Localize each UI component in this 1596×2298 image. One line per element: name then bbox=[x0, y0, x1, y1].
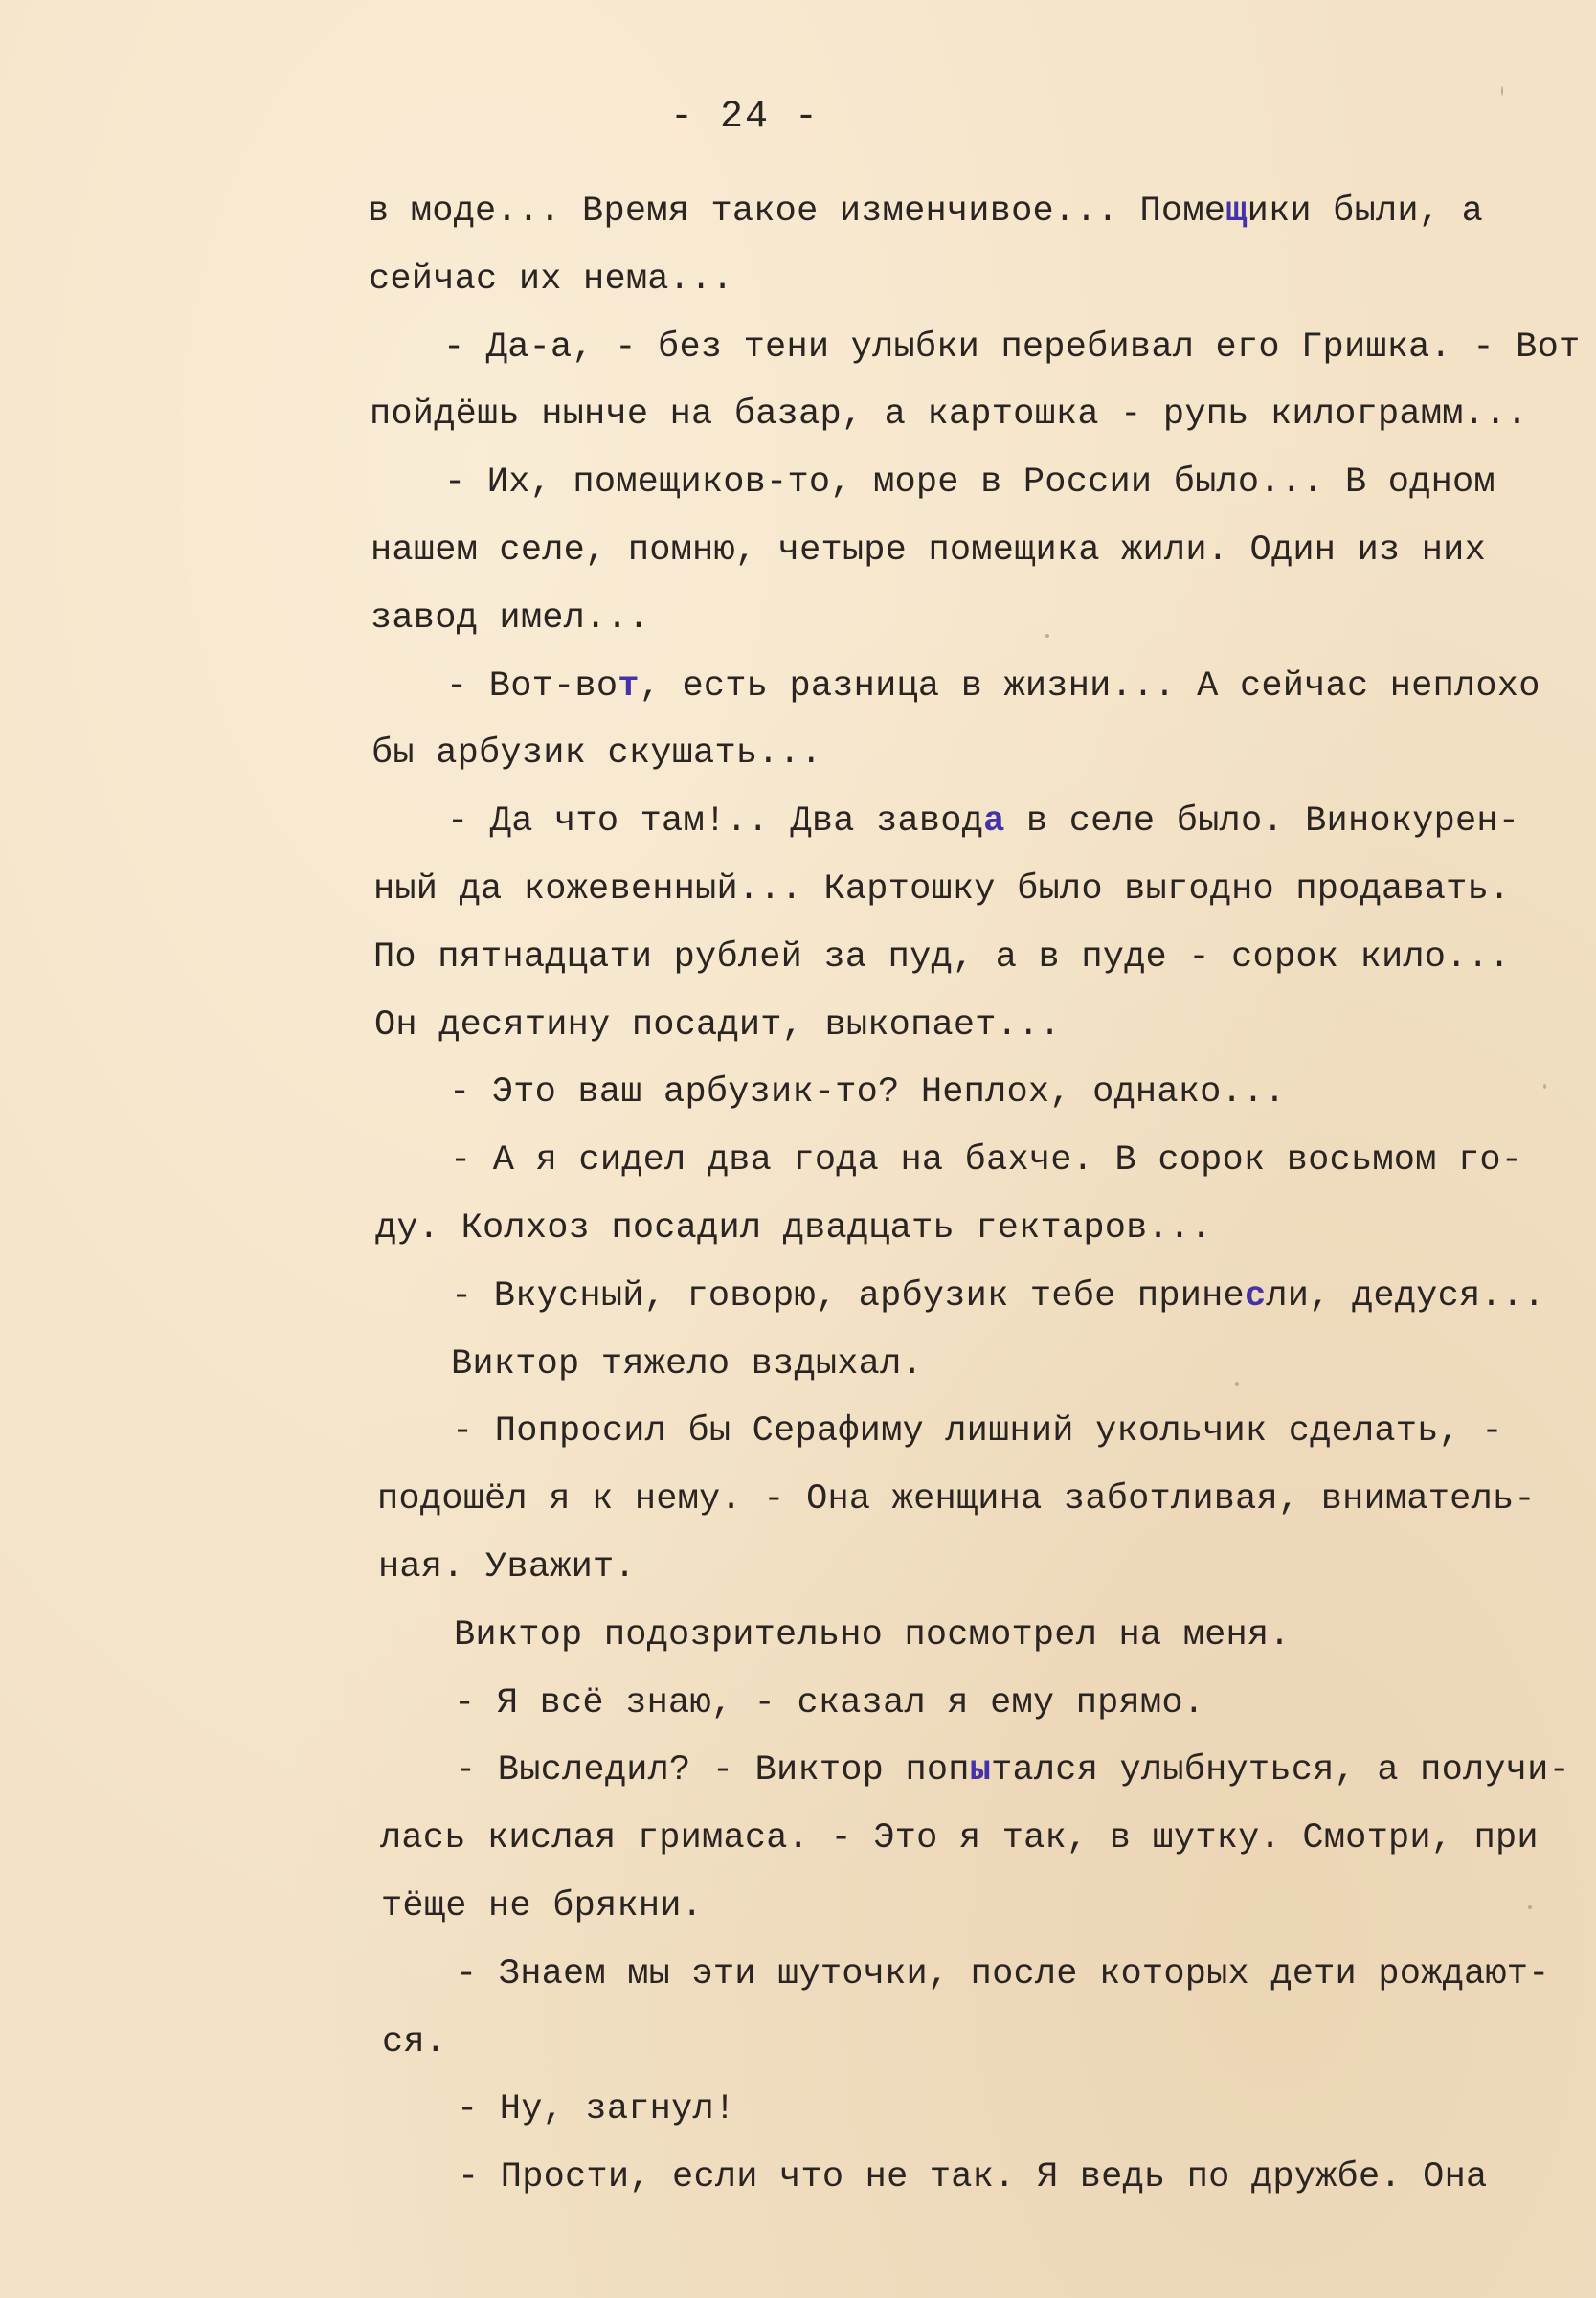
text-line bbox=[368, 1670, 1574, 1738]
text-segment: По пятнадцати рублей за пуд, а в пуде - сорок кило... bbox=[373, 936, 1511, 978]
text-segment: лась кислая гримаса. - Это я так, в шутку. Смотри, при bbox=[380, 1818, 1539, 1859]
text-segment: - Вот-во bbox=[446, 665, 618, 707]
text-segment: ду. Колхоз посадил двадцать гектаров... bbox=[375, 1207, 1212, 1249]
text-segment: ли, дедуся... bbox=[1266, 1275, 1545, 1317]
page-number: - 24 - bbox=[670, 96, 820, 139]
paper-speck bbox=[1235, 1382, 1239, 1386]
text-line bbox=[368, 1534, 1574, 1602]
text-segment: Виктор подозрительно посмотрел на меня. bbox=[454, 1614, 1291, 1656]
text-segment: - Попросил бы Серафиму лишний укольчик сделать, - bbox=[452, 1411, 1503, 1453]
text-line bbox=[368, 449, 1574, 517]
text-segment: ный да кожевенный... Картошку было выгодно продавать. bbox=[373, 868, 1511, 910]
text-line bbox=[368, 2076, 1574, 2144]
text-segment: - Знаем мы эти шуточки, после которых дети рождают- bbox=[456, 1953, 1550, 1994]
text-line bbox=[368, 2144, 1574, 2212]
text-segment: в моде... Время такое изменчивое... Поме bbox=[368, 192, 1226, 232]
text-segment: сейчас их нема... bbox=[369, 259, 733, 300]
text-segment: пойдёшь нынче на базар, а картошка - рупь килограмм... bbox=[370, 394, 1528, 436]
paper-speck bbox=[1045, 634, 1049, 638]
handwritten-correction: с bbox=[1244, 1275, 1267, 1317]
text-line bbox=[368, 2009, 1574, 2077]
text-segment: - Да-а, - без тени улыбки перебивал его Гришка. - Вот bbox=[443, 327, 1581, 368]
text-line bbox=[368, 1602, 1574, 1670]
text-line bbox=[368, 585, 1574, 653]
text-segment: - Выследил? - Виктор поп bbox=[455, 1750, 970, 1791]
text-segment: ся. bbox=[382, 2021, 447, 2062]
text-line bbox=[368, 1059, 1574, 1127]
handwritten-correction: ы bbox=[969, 1750, 992, 1791]
text-line bbox=[368, 924, 1574, 992]
text-segment: Он десятину посадит, выкопает... bbox=[374, 1004, 1061, 1046]
text-line bbox=[368, 788, 1574, 856]
text-segment: тался улыбнуться, а получи- bbox=[991, 1750, 1570, 1791]
handwritten-correction: а bbox=[983, 801, 1005, 843]
text-line bbox=[368, 1941, 1574, 2009]
text-segment: нашем селе, помню, четыре помещика жили. Один из них bbox=[371, 529, 1486, 571]
text-line bbox=[368, 381, 1574, 449]
handwritten-correction: щ bbox=[1225, 192, 1248, 232]
paper-speck bbox=[1528, 1905, 1532, 1909]
text-segment: - Я всё знаю, - сказал я ему прямо. bbox=[454, 1682, 1205, 1724]
text-line bbox=[368, 1331, 1574, 1399]
text-segment: ики были, а bbox=[1247, 192, 1484, 232]
text-line bbox=[368, 992, 1574, 1060]
text-line bbox=[368, 1737, 1574, 1805]
text-line bbox=[368, 856, 1574, 924]
paper-speck bbox=[1543, 1084, 1546, 1089]
text-line bbox=[368, 178, 1574, 246]
text-segment: - А я сидел два года на бахче. В сорок восьмом го- bbox=[450, 1140, 1523, 1182]
text-segment: ная. Уважит. bbox=[378, 1546, 636, 1588]
paper-speck bbox=[1501, 86, 1503, 96]
text-segment: - Да что там!.. Два завод bbox=[447, 801, 984, 843]
text-segment: - Прости, если что не так. Я ведь по дружбе. Она bbox=[458, 2157, 1488, 2198]
text-segment: - Ну, загнул! bbox=[457, 2089, 736, 2130]
text-segment: - Их, помещиков-то, море в России было... В одном bbox=[444, 462, 1495, 504]
page-text bbox=[368, 178, 1581, 2212]
text-segment: завод имел... bbox=[371, 597, 650, 639]
text-line bbox=[368, 1195, 1574, 1263]
text-segment: подошёл я к нему. - Она женщина заботливая, вниматель- bbox=[377, 1479, 1536, 1521]
handwritten-correction: т bbox=[618, 665, 640, 707]
text-line bbox=[368, 246, 1574, 314]
text-line bbox=[368, 1873, 1574, 1941]
text-line bbox=[368, 1398, 1574, 1466]
text-line bbox=[368, 720, 1574, 788]
text-line bbox=[368, 1127, 1574, 1195]
text-segment: , есть разница в жизни... А сейчас неплохо bbox=[639, 665, 1540, 707]
text-segment: - Это ваш арбузик-то? Неплох, однако... bbox=[449, 1072, 1286, 1114]
text-line bbox=[368, 653, 1574, 721]
text-segment: - Вкусный, говорю, арбузик тебе прине bbox=[451, 1275, 1245, 1317]
text-segment: бы арбузик скушать... bbox=[371, 733, 822, 775]
text-line bbox=[368, 1466, 1574, 1534]
text-segment: в селе было. Винокурен- bbox=[1004, 801, 1520, 843]
text-segment: Виктор тяжело вздыхал. bbox=[451, 1343, 923, 1385]
text-line bbox=[368, 1263, 1574, 1331]
text-line bbox=[368, 1805, 1574, 1873]
text-segment: тёще не брякни. bbox=[381, 1885, 704, 1926]
text-line bbox=[368, 314, 1581, 382]
text-line bbox=[368, 517, 1574, 585]
